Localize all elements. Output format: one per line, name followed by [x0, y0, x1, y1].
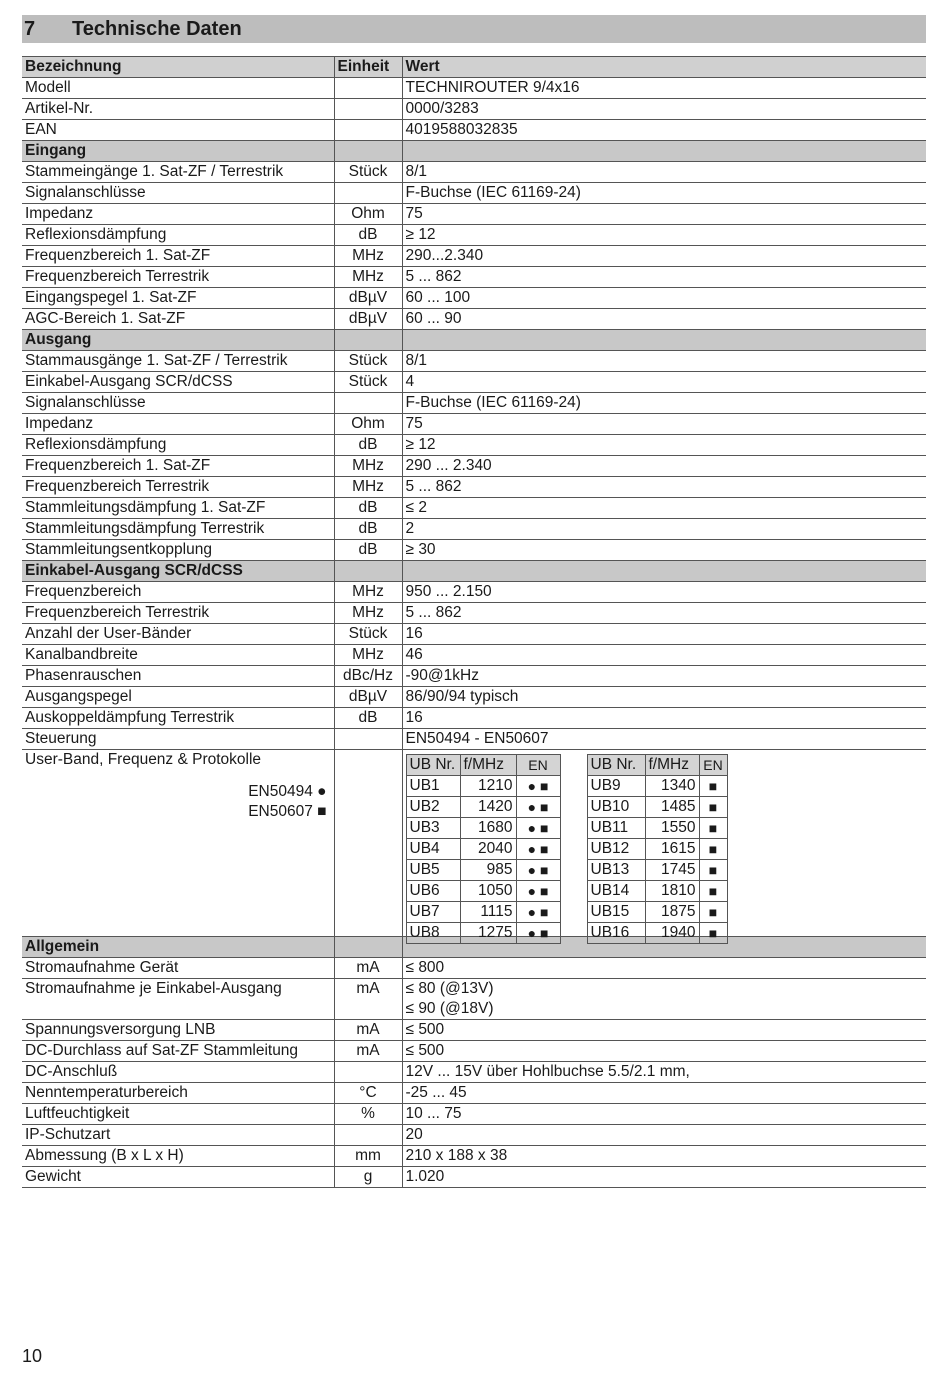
row-value: 5 ... 862	[402, 603, 926, 624]
row-value: 0000/3283	[402, 99, 926, 120]
ub-protocols: ● ■	[516, 776, 560, 797]
row-unit: dB	[334, 225, 402, 246]
row-unit: dB	[334, 519, 402, 540]
ub-protocols: ■	[699, 902, 727, 923]
group-title: Einkabel-Ausgang SCR/dCSS	[22, 561, 334, 582]
row-value: 290 ... 2.340	[402, 456, 926, 477]
row-name: Signalanschlüsse	[22, 183, 334, 204]
ub-protocols: ■	[699, 860, 727, 881]
row-unit: MHz	[334, 477, 402, 498]
userband-header-row	[587, 755, 727, 776]
section-number: 7	[24, 17, 36, 40]
ub-number: UB15	[587, 902, 645, 923]
ub-frequency: 1875	[645, 902, 699, 923]
table-row	[22, 1167, 926, 1188]
table-row	[22, 162, 926, 183]
group-einkabel	[22, 561, 926, 582]
ub-frequency: 1615	[645, 839, 699, 860]
row-name: Stammausgänge 1. Sat-ZF / Terrestrik	[22, 351, 334, 372]
table-row	[22, 1041, 926, 1062]
row-value: 2	[402, 519, 926, 540]
ub-frequency: 1810	[645, 881, 699, 902]
row-unit	[334, 78, 402, 99]
row-name: Einkabel-Ausgang SCR/dCSS	[22, 372, 334, 393]
table-row	[22, 78, 926, 99]
ub-number: UB4	[406, 839, 460, 860]
row-name: Stromaufnahme je Einkabel-Ausgang	[22, 979, 334, 1020]
row-unit: Stück	[334, 162, 402, 183]
row-value: 8/1	[402, 351, 926, 372]
group-unit-empty	[334, 141, 402, 162]
legend-en50494: EN50494 ●	[248, 783, 327, 800]
userband-label-cell	[22, 750, 334, 937]
table-row	[22, 1146, 926, 1167]
userband-row-item	[406, 797, 560, 818]
ub-frequency: 1680	[460, 818, 516, 839]
row-value: -90@1kHz	[402, 666, 926, 687]
row-value: 10 ... 75	[402, 1104, 926, 1125]
row-unit: dBµV	[334, 288, 402, 309]
ub-number: UB13	[587, 860, 645, 881]
table-row	[22, 582, 926, 603]
row-name: Anzahl der User-Bänder	[22, 624, 334, 645]
row-unit	[334, 183, 402, 204]
row-unit	[334, 120, 402, 141]
userband-unit-empty	[334, 750, 402, 937]
row-value: 60 ... 90	[402, 309, 926, 330]
row-value: ≤ 500	[402, 1041, 926, 1062]
table-row	[22, 204, 926, 225]
ub-protocols: ■	[699, 881, 727, 902]
row-unit: mA	[334, 1020, 402, 1041]
table-row	[22, 477, 926, 498]
ub-header-en: EN	[699, 755, 727, 776]
ub-frequency: 2040	[460, 839, 516, 860]
ub-header-freq: f/MHz	[645, 755, 699, 776]
userband-tables-cell	[402, 750, 926, 941]
row-name: Frequenzbereich 1. Sat-ZF	[22, 456, 334, 477]
userband-row-item	[587, 860, 727, 881]
row-name: Reflexionsdämpfung	[22, 435, 334, 456]
row-unit: dB	[334, 435, 402, 456]
group-title: Allgemein	[22, 937, 334, 958]
ub-frequency: 1420	[460, 797, 516, 818]
userband-row-item	[587, 923, 727, 944]
table-row	[22, 979, 926, 1020]
row-name: Abmessung (B x L x H)	[22, 1146, 334, 1167]
spec-table	[22, 56, 926, 1188]
table-row	[22, 1062, 926, 1083]
userband-row-item	[587, 797, 727, 818]
ub-protocols: ● ■	[516, 902, 560, 923]
row-name: Impedanz	[22, 204, 334, 225]
row-value: 60 ... 100	[402, 288, 926, 309]
row-name: IP-Schutzart	[22, 1125, 334, 1146]
row-unit: Stück	[334, 372, 402, 393]
row-value: ≥ 12	[402, 435, 926, 456]
row-value-line: ≤ 80 (@13V)	[405, 980, 494, 997]
row-unit: Ohm	[334, 204, 402, 225]
ub-number: UB3	[406, 818, 460, 839]
row-name: Frequenzbereich Terrestrik	[22, 603, 334, 624]
section-title: Technische Daten	[72, 17, 242, 40]
row-value: 46	[402, 645, 926, 666]
row-unit: mA	[334, 1041, 402, 1062]
row-name: Ausgangspegel	[22, 687, 334, 708]
ub-header-freq: f/MHz	[460, 755, 516, 776]
row-value: F-Buchse (IEC 61169-24)	[402, 393, 926, 414]
row-name: Stammleitungsentkopplung	[22, 540, 334, 561]
table-row	[22, 99, 926, 120]
row-name: Frequenzbereich 1. Sat-ZF	[22, 246, 334, 267]
userband-row-item	[587, 881, 727, 902]
row-name: Nenntemperaturbereich	[22, 1083, 334, 1104]
row-unit: Ohm	[334, 414, 402, 435]
table-row	[22, 708, 926, 729]
group-value-empty	[402, 141, 926, 162]
row-unit: MHz	[334, 582, 402, 603]
table-row	[22, 1083, 926, 1104]
ub-frequency: 1115	[460, 902, 516, 923]
protocol-legend	[248, 782, 326, 822]
ub-header-nr: UB Nr.	[587, 755, 645, 776]
row-unit: dB	[334, 708, 402, 729]
row-unit: g	[334, 1167, 402, 1188]
row-value: EN50494 - EN50607	[402, 729, 926, 750]
row-value: TECHNIROUTER 9/4x16	[402, 78, 926, 99]
row-value: ≤ 2	[402, 498, 926, 519]
row-unit: Stück	[334, 351, 402, 372]
row-value: 20	[402, 1125, 926, 1146]
userband-row-item	[406, 839, 560, 860]
row-name: Frequenzbereich Terrestrik	[22, 477, 334, 498]
row-unit: dB	[334, 498, 402, 519]
table-header-row	[22, 57, 926, 78]
row-unit: mA	[334, 958, 402, 979]
ub-protocols: ● ■	[516, 881, 560, 902]
row-unit: MHz	[334, 246, 402, 267]
row-value: 290...2.340	[402, 246, 926, 267]
row-value: ≥ 30	[402, 540, 926, 561]
ub-number: UB6	[406, 881, 460, 902]
row-name: Stammleitungsdämpfung 1. Sat-ZF	[22, 498, 334, 519]
row-value: -25 ... 45	[402, 1083, 926, 1104]
row-value: 4019588032835	[402, 120, 926, 141]
section-heading	[22, 15, 926, 43]
row-value: 8/1	[402, 162, 926, 183]
header-value: Wert	[402, 57, 926, 78]
table-row	[22, 288, 926, 309]
row-value: 12V ... 15V über Hohlbuchse 5.5/2.1 mm,	[402, 1062, 926, 1083]
row-name: AGC-Bereich 1. Sat-ZF	[22, 309, 334, 330]
row-name: Spannungsversorgung LNB	[22, 1020, 334, 1041]
table-row	[22, 120, 926, 141]
ub-number: UB7	[406, 902, 460, 923]
ub-frequency: 1485	[645, 797, 699, 818]
group-unit-empty	[334, 561, 402, 582]
userband-row-item	[587, 902, 727, 923]
ub-frequency: 1745	[645, 860, 699, 881]
ub-frequency: 985	[460, 860, 516, 881]
ub-protocols: ■	[699, 797, 727, 818]
row-value: 4	[402, 372, 926, 393]
ub-frequency: 1275	[460, 923, 516, 944]
table-row	[22, 309, 926, 330]
ub-number: UB8	[406, 923, 460, 944]
header-name: Bezeichnung	[22, 57, 334, 78]
group-ausgang	[22, 330, 926, 351]
ub-protocols: ● ■	[516, 797, 560, 818]
userband-row-item	[406, 860, 560, 881]
table-row	[22, 540, 926, 561]
row-name: Stammeingänge 1. Sat-ZF / Terrestrik	[22, 162, 334, 183]
table-row	[22, 435, 926, 456]
row-name: DC-Anschluß	[22, 1062, 334, 1083]
row-unit: MHz	[334, 603, 402, 624]
ub-protocols: ■	[699, 776, 727, 797]
ub-number: UB9	[587, 776, 645, 797]
group-value-empty	[402, 561, 926, 582]
ub-number: UB10	[587, 797, 645, 818]
row-unit: mA	[334, 979, 402, 1020]
row-name: Reflexionsdämpfung	[22, 225, 334, 246]
row-value: 86/90/94 typisch	[402, 687, 926, 708]
table-row	[22, 351, 926, 372]
userband-row-item	[406, 881, 560, 902]
row-value: ≤ 800	[402, 958, 926, 979]
ub-protocols: ■	[699, 839, 727, 860]
row-name: Gewicht	[22, 1167, 334, 1188]
row-unit	[334, 1062, 402, 1083]
row-unit	[334, 729, 402, 750]
table-row	[22, 958, 926, 979]
ub-number: UB5	[406, 860, 460, 881]
table-row	[22, 498, 926, 519]
ub-frequency: 1050	[460, 881, 516, 902]
group-value-empty	[402, 330, 926, 351]
row-name: Impedanz	[22, 414, 334, 435]
userband-table-left	[406, 754, 561, 944]
row-unit: mm	[334, 1146, 402, 1167]
row-value: ≥ 12	[402, 225, 926, 246]
row-unit: dB	[334, 540, 402, 561]
ub-frequency: 1340	[645, 776, 699, 797]
ub-frequency: 1940	[645, 923, 699, 944]
group-eingang	[22, 141, 926, 162]
table-row	[22, 414, 926, 435]
ub-header-nr: UB Nr.	[406, 755, 460, 776]
ub-number: UB12	[587, 839, 645, 860]
table-row	[22, 1104, 926, 1125]
userband-row	[22, 750, 926, 937]
table-row	[22, 666, 926, 687]
row-name: Luftfeuchtigkeit	[22, 1104, 334, 1125]
ub-protocols: ● ■	[516, 860, 560, 881]
page-number: 10	[22, 1346, 43, 1366]
table-row	[22, 246, 926, 267]
userband-row-item	[587, 839, 727, 860]
group-title: Ausgang	[22, 330, 334, 351]
row-unit	[334, 393, 402, 414]
row-unit: %	[334, 1104, 402, 1125]
userband-row-item	[406, 902, 560, 923]
table-row	[22, 687, 926, 708]
row-value: 16	[402, 708, 926, 729]
row-name: Frequenzbereich Terrestrik	[22, 267, 334, 288]
table-row	[22, 456, 926, 477]
table-row	[22, 1020, 926, 1041]
ub-protocols: ■	[699, 923, 727, 944]
ub-frequency: 1550	[645, 818, 699, 839]
row-name: Auskoppeldämpfung Terrestrik	[22, 708, 334, 729]
userband-header-row	[406, 755, 560, 776]
row-unit	[334, 99, 402, 120]
row-name: DC-Durchlass auf Sat-ZF Stammleitung	[22, 1041, 334, 1062]
row-name: Stromaufnahme Gerät	[22, 958, 334, 979]
table-row	[22, 393, 926, 414]
userband-table-right	[587, 754, 728, 944]
row-unit: MHz	[334, 645, 402, 666]
ub-protocols: ● ■	[516, 923, 560, 944]
table-row	[22, 183, 926, 204]
row-name: Modell	[22, 78, 334, 99]
row-unit: MHz	[334, 456, 402, 477]
userband-label: User-Band, Frequenz & Protokolle	[25, 751, 262, 768]
table-row	[22, 519, 926, 540]
ub-frequency: 1210	[460, 776, 516, 797]
row-name: Steuerung	[22, 729, 334, 750]
table-row	[22, 225, 926, 246]
row-unit: dBc/Hz	[334, 666, 402, 687]
group-title: Eingang	[22, 141, 334, 162]
row-unit: °C	[334, 1083, 402, 1104]
ub-number: UB16	[587, 923, 645, 944]
row-name: Phasenrauschen	[22, 666, 334, 687]
row-value: 16	[402, 624, 926, 645]
ub-number: UB1	[406, 776, 460, 797]
row-unit: Stück	[334, 624, 402, 645]
ub-protocols: ● ■	[516, 818, 560, 839]
row-value: 210 x 188 x 38	[402, 1146, 926, 1167]
ub-header-en: EN	[516, 755, 560, 776]
row-name: Eingangspegel 1. Sat-ZF	[22, 288, 334, 309]
row-name: Artikel-Nr.	[22, 99, 334, 120]
ub-protocols: ■	[699, 818, 727, 839]
legend-en50607: EN50607 ■	[248, 803, 327, 820]
userband-row-item	[406, 818, 560, 839]
table-row	[22, 603, 926, 624]
ub-protocols: ● ■	[516, 839, 560, 860]
userband-row-item	[406, 776, 560, 797]
userband-row-item	[587, 818, 727, 839]
row-name: EAN	[22, 120, 334, 141]
table-row	[22, 267, 926, 288]
row-name: Signalanschlüsse	[22, 393, 334, 414]
row-value: ≤ 500	[402, 1020, 926, 1041]
row-value: 5 ... 862	[402, 267, 926, 288]
header-unit: Einheit	[334, 57, 402, 78]
row-name: Stammleitungsdämpfung Terrestrik	[22, 519, 334, 540]
ub-number: UB11	[587, 818, 645, 839]
row-value: 1.020	[402, 1167, 926, 1188]
row-name: Kanalbandbreite	[22, 645, 334, 666]
group-unit-empty	[334, 937, 402, 958]
row-unit: dBµV	[334, 687, 402, 708]
row-value	[402, 979, 926, 1020]
row-unit: dBµV	[334, 309, 402, 330]
row-value-line: ≤ 90 (@18V)	[405, 1000, 494, 1017]
userband-row-item	[587, 776, 727, 797]
table-row	[22, 645, 926, 666]
row-unit	[334, 1125, 402, 1146]
row-value: F-Buchse (IEC 61169-24)	[402, 183, 926, 204]
row-name: Frequenzbereich	[22, 582, 334, 603]
table-row	[22, 624, 926, 645]
table-row	[22, 372, 926, 393]
row-value: 5 ... 862	[402, 477, 926, 498]
table-row	[22, 1125, 926, 1146]
ub-number: UB14	[587, 881, 645, 902]
row-value: 75	[402, 204, 926, 225]
ub-number: UB2	[406, 797, 460, 818]
group-unit-empty	[334, 330, 402, 351]
userband-row-item	[406, 923, 560, 944]
row-value: 75	[402, 414, 926, 435]
row-unit: MHz	[334, 267, 402, 288]
row-value: 950 ... 2.150	[402, 582, 926, 603]
table-row	[22, 729, 926, 750]
